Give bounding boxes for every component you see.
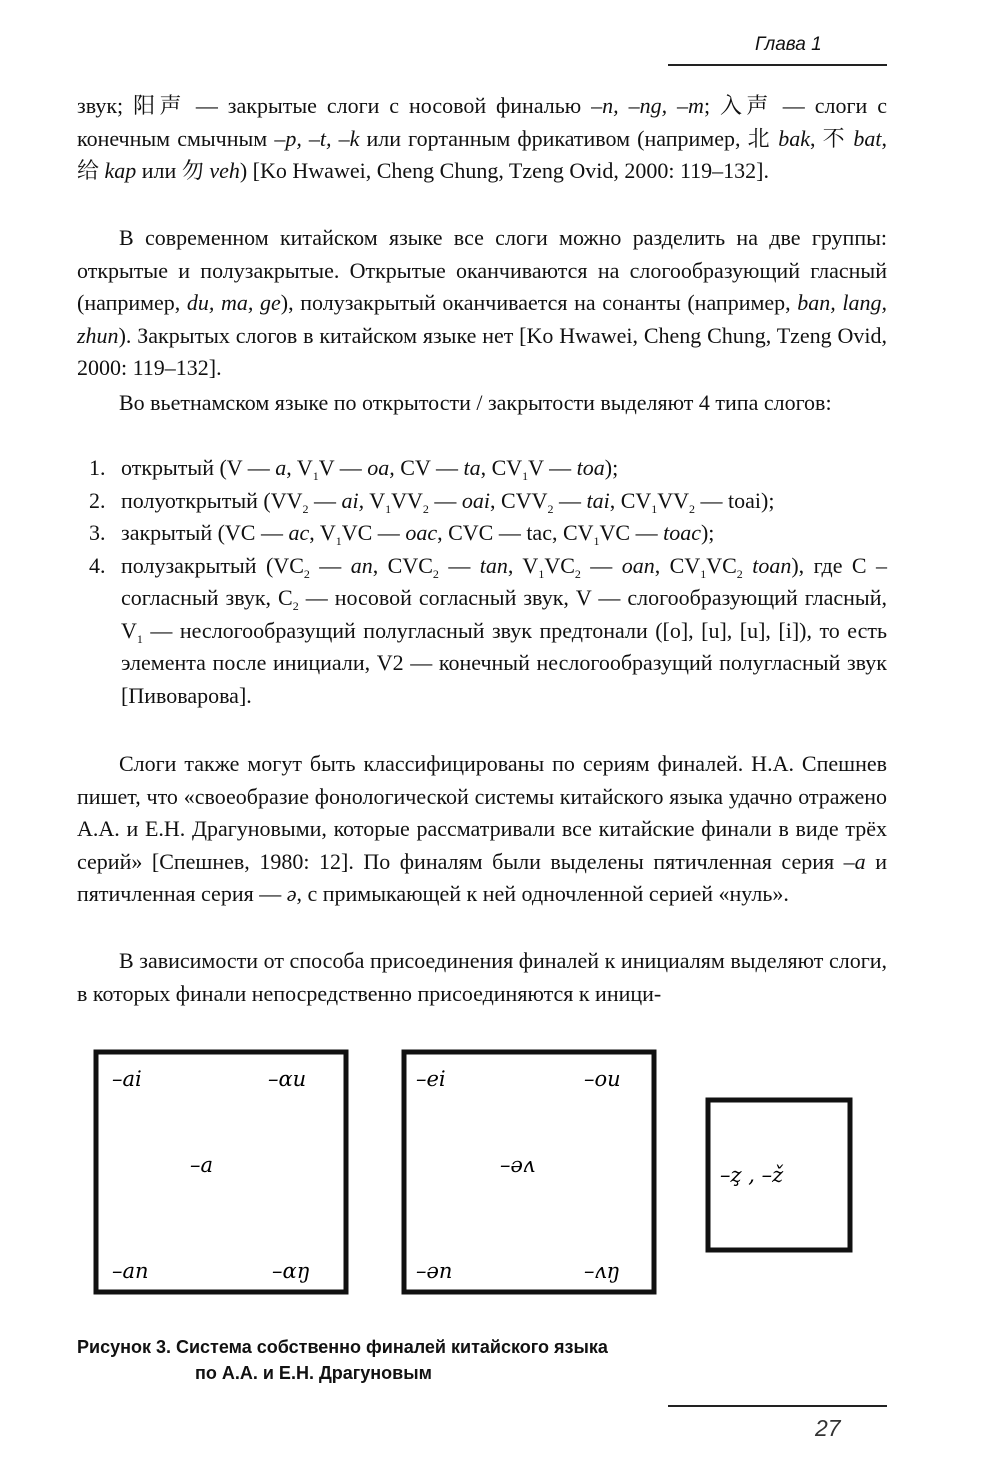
box1-bottom-left: –an xyxy=(112,1259,149,1283)
list-item: 4. полузакрытый ($VC_2$ — an, $CVC_2$ — tan, $V_1VC_2$ — oan, $CV_1VC_2$ toan), где С – согласный звук, $С_2$ — носовой согласный звук, V — слогообразующий гласный, $V_1$ — неслогообразущий полугласный звук предтонали ([o], [u], [u], [i]), то есть элемента после инициали, V2 — конечный неслогообразущий полугласный звук [Пивоварова]. xyxy=(89,552,888,708)
list-item: 1. открытый (V — a, $V_1V$ — oa, CV — ta, $CV_1V$ — toa); xyxy=(89,455,619,483)
caption-line-1: Рисунок 3. Система собственно финалей китайского языка xyxy=(77,1337,608,1357)
header-rule xyxy=(668,64,887,66)
list-item: 3. закрытый (VC — ac, $V_1VC$ — oac, CVC — tac, $CV_1VC$ — toac); xyxy=(89,520,715,548)
box2-bottom-right: –ʌŋ xyxy=(584,1259,620,1283)
box3-center: –z̧ , –ž xyxy=(720,1163,784,1187)
figure-drawing xyxy=(90,1040,870,1300)
box1-top-right: –αu xyxy=(268,1067,307,1091)
figure-finals-system xyxy=(90,1040,870,1300)
box1-center: –a xyxy=(190,1153,214,1177)
running-header: Глава 1 xyxy=(755,34,822,55)
figure-caption xyxy=(77,1334,777,1386)
footer-rule xyxy=(668,1405,887,1407)
box1-top-left: –ai xyxy=(112,1067,142,1091)
box1-bottom-right: –αŋ xyxy=(272,1259,311,1283)
paragraph-2: В современном китайском языке все слоги можно разделить на две группы: открытые и полузакрытые. Открытые оканчиваются на слогообразующий гласный (например, du, ma, ge), полузакрытый оканчивается на сонанты (например, ban, lang, zhun). Закрытых слогов в китайском языке нет [Ko Hwawei, Cheng Chung, Tzeng Ovid, 2000: 119–132]. xyxy=(77,225,888,380)
caption-line-2: по А.А. и Е.Н. Драгуновым xyxy=(195,1363,432,1383)
list-item: 2. полуоткрытый ($VV_2$ — ai, $V_1VV_2$ — oai, $CVV_2$ — tai, $CV_1VV_2$ — toai); xyxy=(89,487,775,516)
page-number: 27 xyxy=(815,1415,841,1441)
box2-top-right: –ou xyxy=(584,1067,621,1091)
paragraph-4: Слоги также могут быть классифицированы по сериям финалей. Н.А. Спешнев пишет, что «своеобразие фонологической системы китайского языка удачно отражено А.А. и Е.Н. Драгуновыми, которые рассматривали все китайские финали в виде трёх серий» [Спешнев, 1980: 12]. По финалям были выделены пятичленная серия –a и пятичленная серия — ə, с примыкающей к ней одночленной серией «нуль». xyxy=(77,751,887,906)
box2-center: –əʌ xyxy=(500,1153,535,1177)
box2-top-left: –ei xyxy=(416,1067,446,1091)
paragraph-5: В зависимости от способа присоединения финалей к инициалям выделяют слоги, в которых финали непосредственно присоединяются к иници- xyxy=(77,948,887,1006)
paragraph-1: звук; 阳声 — закрытые слоги с носовой финалью –n, –ng, –m; 入声 — слоги с конечным смычным –p, –t, –k или гортанным фрикативом (например, 北 bak, 不 bat, 给 kap или 勿 veh) [Ko Hwawei, Cheng Chung, Tzeng Ovid, 2000: 119–132]. xyxy=(77,93,887,183)
syllable-types-list xyxy=(77,452,887,712)
paragraph-3: Во вьетнамском языке по открытости / закрытости выделяют 4 типа слогов: xyxy=(119,390,832,415)
box2-bottom-left: –ən xyxy=(416,1259,453,1283)
